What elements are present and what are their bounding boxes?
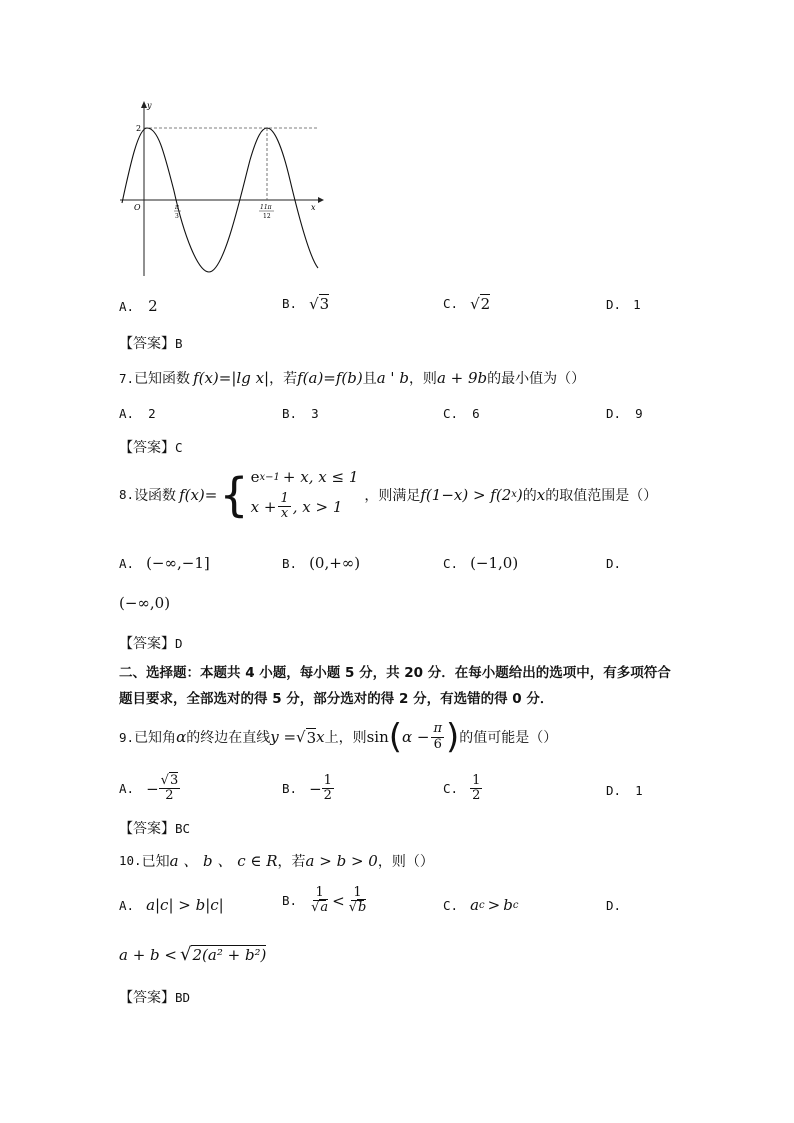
answer-value: BC bbox=[175, 820, 191, 836]
question-text: 的值可能是（） bbox=[459, 730, 558, 746]
relation: < bbox=[332, 891, 345, 910]
numerator: 1 bbox=[323, 773, 332, 788]
option-letter: C. bbox=[443, 781, 459, 797]
numerator: 1 bbox=[472, 773, 481, 788]
origin-label: O bbox=[134, 203, 141, 212]
question-text: ，则满足 bbox=[364, 487, 421, 504]
case-1-rest: + x, x ≤ 1 bbox=[282, 468, 359, 486]
case-1-exponent: x−1 bbox=[259, 471, 280, 483]
base-right: b bbox=[503, 896, 513, 914]
q6-answer bbox=[119, 333, 183, 353]
option-fraction bbox=[322, 774, 334, 804]
option-value: a|c| > b|c| bbox=[146, 896, 224, 914]
question-text: ，则（） bbox=[377, 853, 434, 870]
line-equation: y = bbox=[270, 728, 297, 746]
piecewise-cases bbox=[251, 468, 359, 522]
right-paren: ) bbox=[446, 717, 460, 757]
condition-expression: f(a)=f(b) bbox=[297, 369, 363, 387]
condition-expression: a > b > 0 bbox=[305, 851, 378, 870]
option-d-lhs: a + b < bbox=[119, 945, 177, 964]
option-letter: B. bbox=[282, 781, 298, 797]
numerator: 1 bbox=[315, 885, 324, 900]
denominator: 2 bbox=[323, 788, 332, 804]
question-text: 的 bbox=[522, 487, 537, 504]
question-text: ，则 bbox=[408, 371, 437, 387]
option-fraction-left bbox=[309, 886, 330, 916]
option-value: 2 bbox=[148, 406, 156, 421]
function-expression: f(x)= bbox=[179, 485, 218, 504]
q7-question bbox=[119, 368, 585, 388]
q6-option-d-letter: D. bbox=[606, 297, 622, 312]
answer-value: B bbox=[175, 335, 183, 351]
sqrt-symbol: √ bbox=[311, 900, 320, 916]
alpha-symbol: α bbox=[176, 728, 187, 746]
sqrt-symbol: √ bbox=[160, 773, 169, 788]
denominator: 2 bbox=[472, 788, 481, 804]
q10-question bbox=[119, 850, 434, 871]
option-sign: − bbox=[309, 779, 322, 798]
section-heading-line2: 题目要求，全部选对的得 5 分，部分选对的得 2 分，有选错的得 0 分． bbox=[119, 691, 554, 707]
option-value: (0,+∞) bbox=[309, 554, 361, 572]
target-expression: a + 9b bbox=[436, 369, 488, 387]
question-text: 的取值范围是（） bbox=[545, 487, 658, 504]
option-value: (−∞,−1] bbox=[146, 554, 210, 572]
denominator: b bbox=[358, 900, 367, 916]
q6-option-c-value: 2 bbox=[480, 295, 491, 313]
sqrt-symbol: √ bbox=[309, 294, 319, 313]
q8-answer bbox=[119, 633, 183, 653]
q9-answer bbox=[119, 818, 190, 838]
left-paren: ( bbox=[388, 717, 403, 757]
denominator: 2 bbox=[165, 788, 174, 804]
sin-argument: α − bbox=[402, 728, 430, 746]
sqrt-symbol: √ bbox=[296, 728, 306, 746]
option-fraction-right bbox=[347, 886, 369, 916]
answer-label: 【答案】 bbox=[119, 990, 175, 1006]
q9-question bbox=[119, 717, 558, 757]
option-value: 3 bbox=[311, 406, 319, 421]
sine-graph bbox=[112, 96, 324, 282]
tick2-denominator: 12 bbox=[263, 213, 271, 220]
denominator: a bbox=[320, 900, 329, 916]
question-text: 已知 bbox=[141, 853, 170, 870]
question-number: 8. bbox=[119, 487, 135, 503]
question-text: ，若 bbox=[277, 853, 306, 870]
option-letter: D. bbox=[606, 406, 622, 421]
answer-label: 【答案】 bbox=[119, 821, 175, 837]
section-heading-line1: 二、选择题：本题共 4 小题，每小题 5 分，共 20 分．在每小题给出的选项中，有多项符合 bbox=[119, 665, 671, 681]
option-letter: B. bbox=[282, 555, 298, 571]
case-1-base: e bbox=[250, 468, 260, 486]
q6-option-d-value: 1 bbox=[633, 297, 641, 312]
q7-answer bbox=[119, 437, 183, 457]
option-fraction bbox=[159, 774, 181, 804]
x-axis-label: x bbox=[311, 203, 316, 212]
q6-option-b-value: 3 bbox=[319, 295, 330, 313]
answer-label: 【答案】 bbox=[119, 636, 175, 652]
variables: a 、 b 、 c ∈ R bbox=[169, 852, 278, 870]
answer-value: D bbox=[175, 635, 183, 651]
answer-label: 【答案】 bbox=[119, 440, 175, 456]
option-letter: B. bbox=[282, 406, 298, 421]
option-letter: A. bbox=[119, 897, 135, 913]
case-2-fraction bbox=[278, 492, 290, 522]
answer-value: BD bbox=[175, 989, 191, 1005]
sqrt-symbol: √ bbox=[470, 294, 480, 313]
inequality-expression: f(1−x) > f(2 bbox=[420, 485, 512, 504]
tick1-numerator: π bbox=[175, 204, 179, 211]
option-letter: A. bbox=[119, 406, 135, 421]
question-number: 10. bbox=[119, 853, 142, 868]
tick1-denominator: 3 bbox=[175, 213, 179, 220]
option-letter: C. bbox=[443, 406, 459, 421]
option-sign: − bbox=[146, 779, 159, 798]
option-letter: A. bbox=[119, 555, 135, 571]
variable: x bbox=[536, 485, 546, 504]
option-letter: D. bbox=[606, 783, 622, 798]
exponent-right: c bbox=[512, 899, 519, 911]
exponent-left: c bbox=[479, 899, 485, 911]
tick2-numerator: 11π bbox=[260, 204, 272, 211]
case-1 bbox=[251, 468, 359, 486]
q6-option-a-letter: A. bbox=[119, 298, 135, 314]
sqrt-symbol: √ bbox=[348, 900, 357, 916]
sqrt-radicand: 3 bbox=[306, 728, 317, 747]
piecewise-brace: { bbox=[219, 467, 249, 522]
numerator: π bbox=[433, 721, 443, 737]
option-value: 6 bbox=[472, 406, 480, 421]
option-letter: D. bbox=[606, 556, 622, 571]
q8-question bbox=[119, 468, 657, 522]
option-value: (−1,0) bbox=[470, 554, 519, 572]
case-2 bbox=[251, 492, 359, 522]
option-value: (−∞,0) bbox=[119, 594, 171, 612]
option-letter: C. bbox=[443, 897, 459, 913]
case-2-rest: , x > 1 bbox=[292, 497, 343, 516]
option-d-radicand: 2(a² + b²) bbox=[192, 946, 267, 964]
condition-expression: a ' b bbox=[376, 369, 409, 387]
sin-function: sin bbox=[366, 728, 389, 746]
question-number: 9. bbox=[119, 729, 135, 745]
question-text: 已知函数 bbox=[134, 371, 191, 387]
x-axis-arrow bbox=[318, 197, 324, 203]
denominator: 6 bbox=[433, 736, 442, 752]
inequality-exponent: x bbox=[511, 489, 517, 501]
question-number: 7. bbox=[119, 370, 135, 386]
relation: > bbox=[487, 896, 501, 914]
question-text: 已知角 bbox=[134, 730, 177, 746]
question-text: 设函数 bbox=[134, 487, 177, 504]
numerator: 1 bbox=[353, 885, 362, 900]
question-text: 的最小值为（） bbox=[487, 371, 586, 387]
peak-value-label: 2 bbox=[136, 124, 142, 133]
q6-option-a-value: 2 bbox=[148, 297, 158, 315]
denominator: x bbox=[280, 506, 289, 522]
option-fraction bbox=[470, 774, 482, 804]
answer-value: C bbox=[175, 439, 183, 455]
option-value: 1 bbox=[635, 783, 643, 798]
option-letter: D. bbox=[606, 898, 622, 913]
inequality-close: ) bbox=[516, 485, 523, 504]
y-axis-label: y bbox=[147, 101, 152, 110]
sqrt-symbol: √ bbox=[180, 944, 192, 965]
question-text: 且 bbox=[362, 371, 377, 387]
case-2-lead: x + bbox=[250, 497, 277, 516]
q10-answer bbox=[119, 987, 190, 1007]
numerator: 3 bbox=[169, 773, 179, 788]
option-letter: C. bbox=[443, 555, 459, 571]
q6-option-b-letter: B. bbox=[282, 296, 298, 311]
answer-label: 【答案】 bbox=[119, 336, 175, 352]
line-equation-x: x bbox=[316, 728, 325, 746]
option-letter: A. bbox=[119, 781, 135, 797]
question-text: 上，则 bbox=[324, 730, 367, 746]
option-letter: B. bbox=[282, 893, 298, 909]
option-value: 9 bbox=[635, 406, 643, 421]
base-left: a bbox=[470, 896, 480, 914]
function-expression: f(x)=|lg x| bbox=[193, 369, 270, 387]
q6-option-c-letter: C. bbox=[443, 296, 459, 311]
pi-over-6-fraction bbox=[431, 722, 444, 752]
numerator: 1 bbox=[280, 491, 289, 506]
question-text: ，若 bbox=[269, 371, 298, 387]
question-text: 的终边在直线 bbox=[186, 730, 271, 746]
